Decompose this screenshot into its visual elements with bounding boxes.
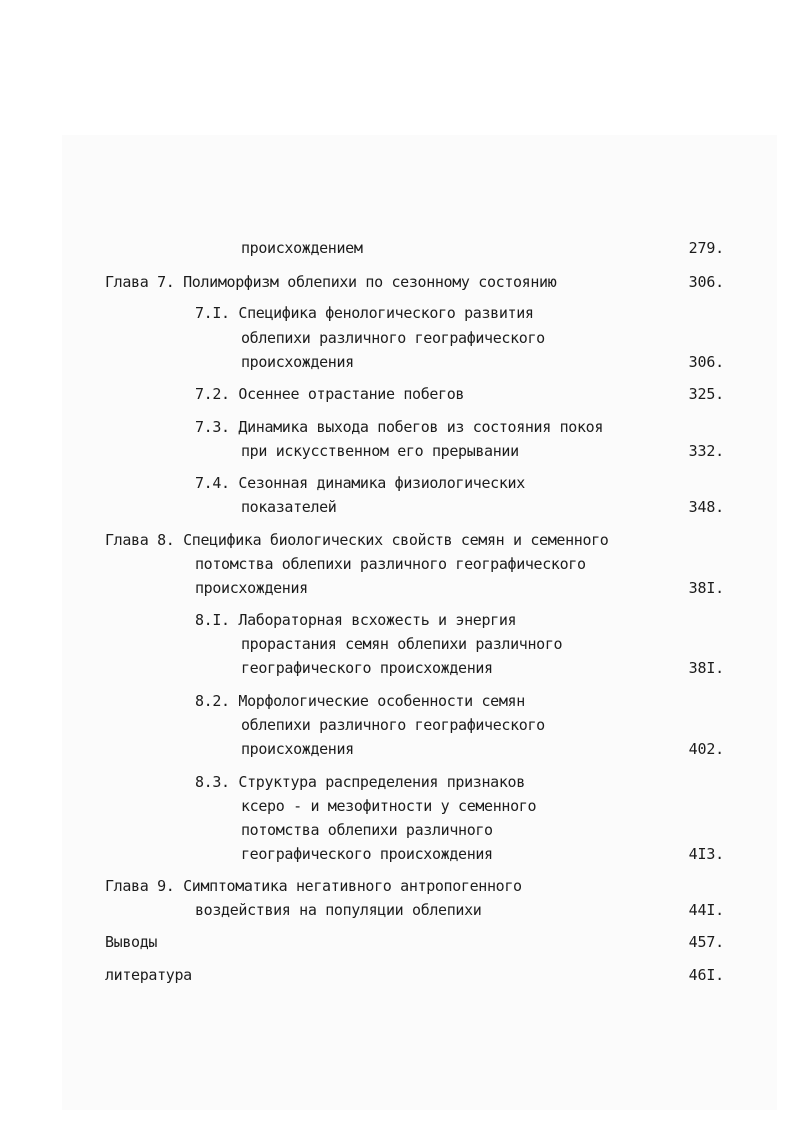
- toc-page-number: 44I.: [688, 901, 724, 919]
- toc-line: прорастания семян облепихи различного: [241, 635, 563, 653]
- toc-line: показателей: [241, 498, 337, 516]
- toc-page-number: 325.: [688, 385, 724, 403]
- toc-section-heading: 7.I. Специфика фенологического развития: [195, 304, 534, 322]
- toc-page-number: 46I.: [688, 966, 724, 984]
- toc-line: происхождения: [195, 579, 308, 597]
- toc-page-number: 306.: [688, 353, 724, 371]
- toc-line: происхождения: [241, 353, 354, 371]
- toc-line: воздействия на популяции облепихи: [195, 901, 482, 919]
- toc-line: облепихи различного географического: [241, 329, 545, 347]
- toc-line: происхождения: [241, 740, 354, 758]
- toc-section-heading: 8.2. Морфологические особенности семян: [195, 692, 525, 710]
- toc-line: ксеро - и мезофитности у семенного: [241, 797, 537, 815]
- toc-section-heading: 8.I. Лабораторная всхожесть и энергия: [195, 611, 517, 629]
- toc-page-number: 332.: [688, 442, 724, 460]
- toc-section-heading: 7.2. Осеннее отрастание побегов: [195, 385, 465, 403]
- toc-line: облепихи различного географического: [241, 716, 545, 734]
- toc-literature: литература: [105, 966, 192, 984]
- toc-line: географического происхождения: [241, 659, 493, 677]
- toc-line: происхождением: [241, 239, 363, 257]
- toc-page-number: 348.: [688, 498, 724, 516]
- toc-page-number: 38I.: [688, 579, 724, 597]
- toc-chapter-heading: Глава 7. Полиморфизм облепихи по сезонному состоянию: [105, 273, 557, 291]
- toc-page-number: 4I3.: [688, 845, 724, 863]
- toc-line: при искусственном его прерывании: [241, 442, 519, 460]
- toc-conclusions: Выводы: [105, 933, 158, 951]
- toc-line: потомства облепихи различного географического: [195, 555, 586, 573]
- toc-page-number: 457.: [688, 933, 724, 951]
- toc-line: потомства облепихи различного: [241, 821, 493, 839]
- toc-line: географического происхождения: [241, 845, 493, 863]
- toc-section-heading: 8.3. Структура распределения признаков: [195, 773, 525, 791]
- toc-chapter-heading: Глава 9. Симптоматика негативного антропогенного: [105, 877, 522, 895]
- toc-page-number: 306.: [688, 273, 724, 291]
- toc-section-heading: 7.3. Динамика выхода побегов из состояния покоя: [195, 418, 603, 436]
- toc-section-heading: 7.4. Сезонная динамика физиологических: [195, 474, 525, 492]
- toc-page-number: 279.: [688, 239, 724, 257]
- toc-page-number: 402.: [688, 740, 724, 758]
- toc-chapter-heading: Глава 8. Специфика биологических свойств семян и семенного: [105, 531, 609, 549]
- toc-page-number: 38I.: [688, 659, 724, 677]
